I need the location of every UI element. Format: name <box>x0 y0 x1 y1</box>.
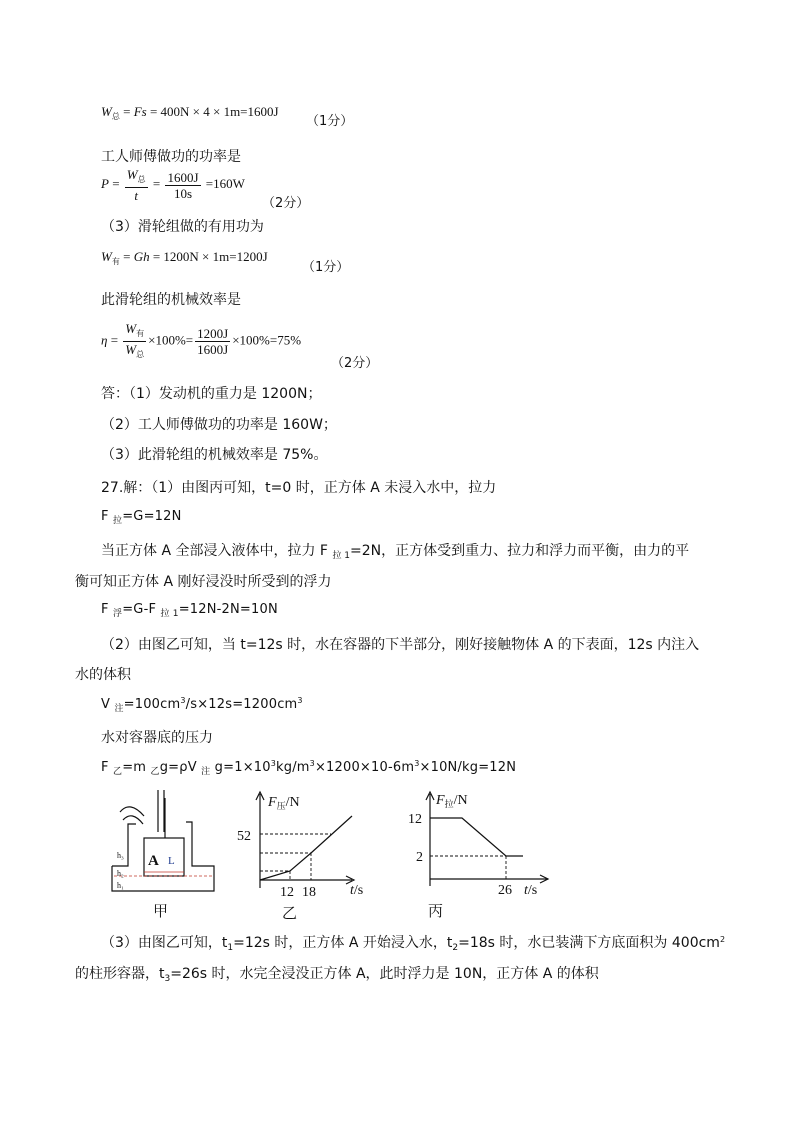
q27-intro: 27.解：（1）由图丙可知，t=0 时，正方体 A 未浸入水中，拉力 <box>101 480 497 496</box>
efficiency-formula: η = $\frac{W_有}{W_总}$ ×100%= $\frac{1200J}{1600J}$ ×100%=75% <box>101 321 301 362</box>
h2-label: h₂ <box>117 869 124 878</box>
answer-1: 答：（1）发动机的重力是 1200N； <box>101 386 322 402</box>
pressure-eq: F $_乙$=m $_乙$g=ρV $_注$ $g=1\times 10^3kg/m^3\times 1200\times 10-6m^3\times 10N/kg=12N$ <box>101 759 517 777</box>
bing-x-tick-26: 26 <box>498 883 512 898</box>
yi-x-axis-label: t <box>350 883 354 898</box>
pull-force-line <box>430 818 523 856</box>
bing-y-tick-12: 12 <box>408 812 422 827</box>
svg-text:t/s <box>350 883 363 898</box>
fraction-w-useful-over-total: $\frac{W_有}{W_总}$ <box>125 321 145 359</box>
para1-line1: 当正方体 A 全部浸入液体中，拉力 F $_{拉 1}$=2N，正方体受到重力、拉力和浮力而平衡，由力的平 <box>101 543 690 561</box>
figure-yi <box>234 788 384 922</box>
svg-text:F拉/N <box>435 793 468 809</box>
caption-jia: 甲 <box>153 904 169 920</box>
yi-y-unit: /N <box>285 795 300 810</box>
work-total-formula: $W_总 = Fs = 400N \times 4 \times 1m=1600J$ <box>101 104 279 121</box>
score-3: （1分） <box>302 260 350 275</box>
figure-bing <box>378 786 558 922</box>
buoyancy-eq: F $_浮$=G-F $_{拉 1}$=12N-2N=10N <box>101 602 278 619</box>
h3-label: h₃ <box>117 851 124 860</box>
pressure-line <box>260 816 352 880</box>
power-formula: P = $\frac{W_总}{t}$ = $\frac{1600J}{10s}$ =160W <box>101 167 245 203</box>
water-volume-eq: V $_注=100cm^3/s\times 12s=1200cm^3$ <box>101 696 303 714</box>
h1-label: h₁ <box>117 881 124 890</box>
score-1: （1分） <box>306 114 354 129</box>
figure-jia <box>108 790 218 922</box>
para2-line2: 水的体积 <box>75 667 131 683</box>
yi-y-sub: 压 <box>276 801 286 811</box>
block-a-label: A <box>148 853 159 869</box>
bing-y-axis-label: F <box>436 793 445 808</box>
svg-text:t/s <box>524 883 537 898</box>
para3-line1: （3）由图乙可知，$t_1=12s$ 时，正方体 A 开始浸入水，$t_2=18s$ 时，水已装满下方底面积为 $400cm^2$ <box>101 935 726 953</box>
caption-yi: 乙 <box>282 906 298 922</box>
yi-x-unit: /s <box>353 883 364 898</box>
score-2: （2分） <box>262 196 310 211</box>
yi-y-axis-label: F <box>268 795 277 810</box>
bing-y-sub: 拉 <box>444 799 454 809</box>
pull-force-eq: F $_拉$=G=12N <box>101 509 182 526</box>
bing-x-unit: /s <box>527 883 538 898</box>
efficiency-intro: 此滑轮组的机械效率是 <box>101 292 241 308</box>
bing-x-axis-label: t <box>524 883 528 898</box>
power-intro: 工人师傅做功的功率是 <box>101 149 241 165</box>
pressure-intro: 水对容器底的压力 <box>101 730 213 746</box>
fraction-1200-over-1600: $\frac{1200J}{1600J}$ <box>197 326 229 357</box>
block-side-label: L <box>168 855 175 867</box>
yi-x-tick-18: 18 <box>302 885 316 900</box>
bing-y-tick-2: 2 <box>416 850 423 865</box>
bing-y-unit: /N <box>453 793 468 808</box>
caption-bing: 丙 <box>428 904 444 920</box>
para2-line1: （2）由图乙可知，当 t=12s 时，水在容器的下半部分，刚好接触物体 A 的下表面，12s 内注入 <box>101 637 700 653</box>
score-4: （2分） <box>331 356 379 371</box>
answer-3: （3）此滑轮组的机械效率是 75%。 <box>101 447 328 463</box>
fraction-1600-over-10: $\frac{1600J}{10s}$ <box>167 169 199 201</box>
para3-line2: 的柱形容器，$t_3=26s$ 时，水完全浸没正方体 A，此时浮力是 10N，正方体 A 的体积 <box>75 966 599 984</box>
answer-2: （2）工人师傅做功的功率是 160W； <box>101 417 337 433</box>
yi-y-tick-52: 52 <box>237 829 251 844</box>
work-useful-formula: $W_有 = Gh = 1200N \times 1m=1200J$ <box>101 249 268 266</box>
para1-line2: 衡可知正方体 A 刚好浸没时所受到的浮力 <box>75 574 332 590</box>
yi-x-tick-12: 12 <box>280 885 294 900</box>
useful-work-intro: （3）滑轮组做的有用功为 <box>101 219 264 235</box>
svg-text:F压/N <box>267 795 300 811</box>
fraction-w-over-t: $\frac{W_总}{t}$ <box>126 167 146 203</box>
